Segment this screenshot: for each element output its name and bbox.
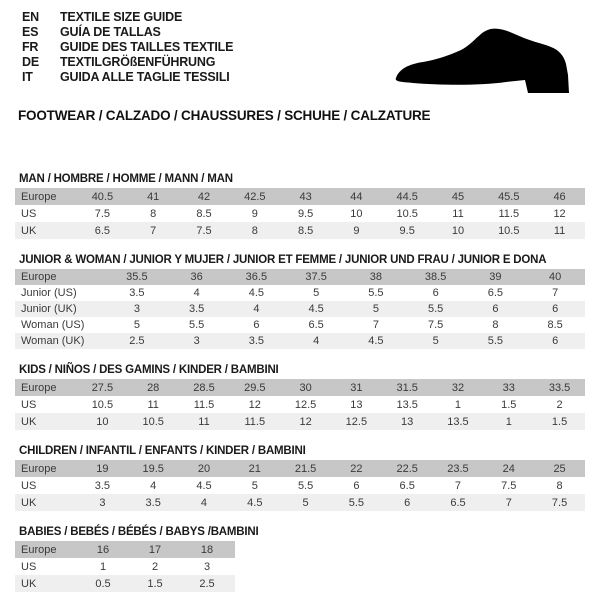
size-cell: 5.5: [348, 496, 365, 509]
size-cell: 11: [553, 224, 566, 237]
row-label: Europe: [21, 271, 57, 283]
language-row: [22, 40, 233, 55]
table-row: [15, 317, 585, 333]
row-label: UK: [21, 224, 37, 237]
size-cell: 11.5: [498, 207, 520, 220]
language-code: IT: [22, 70, 33, 84]
size-cell: 6.5: [450, 496, 466, 509]
row-label: Europe: [21, 543, 57, 556]
size-cell: 5.5: [427, 303, 444, 315]
size-cell: 10: [451, 224, 465, 237]
row-label: UK: [21, 496, 37, 509]
size-tables: [15, 173, 585, 607]
size-cell: 3.5: [248, 335, 265, 347]
size-cell: 13.5: [396, 398, 418, 411]
size-cell: 28.5: [193, 381, 215, 394]
size-cell: 41: [147, 190, 160, 203]
row-label: Junior (US): [21, 287, 77, 299]
size-cell: 25: [553, 462, 566, 475]
language-label: TEXTILE SIZE GUIDE: [60, 10, 183, 24]
size-cell: 13: [350, 398, 363, 411]
size-cell: 5: [313, 287, 320, 299]
size-cell: 29.5: [244, 381, 266, 394]
size-cell: 32: [451, 381, 465, 394]
size-cell: 38: [369, 271, 382, 283]
language-code: EN: [22, 10, 39, 24]
size-cell: 37.5: [305, 271, 327, 283]
size-cell: 7.5: [501, 479, 517, 492]
size-cell: 13: [401, 415, 414, 428]
table-row: [15, 188, 585, 205]
size-cell: 8.5: [297, 224, 314, 237]
language-code: DE: [22, 55, 39, 69]
size-cell: 8: [492, 319, 499, 331]
table-row: [15, 379, 585, 396]
size-cell: 6: [552, 303, 559, 315]
language-label: GUIDA ALLE TAGLIE TESSILI: [60, 70, 230, 84]
size-cell: 3.5: [129, 287, 145, 299]
table-row: [15, 301, 585, 317]
size-cell: 5.5: [368, 287, 384, 299]
size-cell: 6.5: [94, 224, 111, 237]
size-cell: 1: [505, 415, 512, 428]
table-row: [15, 541, 235, 558]
size-cell: 3: [99, 496, 106, 509]
size-cell: 33: [502, 381, 515, 394]
table-row: [15, 333, 585, 349]
row-label: US: [21, 560, 37, 573]
size-cell: 43: [299, 190, 312, 203]
size-cell: 45.5: [498, 190, 520, 203]
size-cell: 10.5: [396, 207, 418, 220]
size-cell: 22.5: [396, 462, 418, 475]
size-cell: 6: [432, 287, 439, 299]
row-label: Europe: [21, 381, 57, 394]
size-cell: 4: [253, 303, 260, 315]
size-cell: 20: [197, 462, 211, 475]
size-cell: 10.5: [498, 224, 520, 237]
size-cell: 2.5: [199, 577, 215, 590]
size-cell: 7: [505, 496, 512, 509]
size-cell: 6: [552, 335, 559, 347]
size-cell: 28: [147, 381, 160, 394]
size-cell: 45: [451, 190, 465, 203]
language-code: ES: [22, 25, 39, 39]
table-row: [15, 413, 585, 430]
size-cell: 18: [200, 543, 214, 556]
row-label: Woman (US): [21, 319, 85, 331]
size-cell: 4: [150, 479, 157, 492]
size-cell: 12: [248, 398, 261, 411]
size-cell: 17: [148, 543, 162, 556]
size-cell: 31: [350, 381, 363, 394]
size-cell: 8: [556, 479, 563, 492]
language-label: GUIDE DES TAILLES TEXTILE: [60, 40, 234, 54]
table-row: [15, 477, 585, 494]
size-cell: 5.5: [188, 319, 205, 331]
size-cell: 7.5: [94, 207, 111, 220]
size-cell: 36.5: [245, 271, 268, 283]
size-cell: 42: [197, 190, 211, 203]
size-cell: 1: [454, 398, 462, 411]
size-cell: 7: [372, 319, 379, 331]
size-cell: 3.5: [145, 496, 161, 509]
size-cell: 11: [147, 398, 159, 411]
size-cell: 3: [133, 303, 140, 315]
size-cell: 7.5: [551, 496, 568, 509]
language-row: [22, 10, 233, 25]
row-label: US: [21, 398, 37, 411]
size-cell: 4.5: [368, 335, 384, 347]
size-cell: 11.5: [244, 415, 266, 428]
language-row: [22, 70, 233, 85]
size-cell: 9.5: [399, 224, 415, 237]
language-row: [22, 55, 233, 70]
size-cell: 1.5: [501, 398, 517, 411]
table-row: [15, 269, 585, 285]
size-cell: 40.5: [91, 190, 114, 203]
size-cell: 13.5: [447, 415, 469, 428]
size-cell: 6.5: [399, 479, 415, 492]
size-cell: 19: [96, 462, 109, 475]
table-title: MAN / HOMBRE / HOMME / MANN / MAN: [19, 173, 233, 185]
size-cell: 3: [193, 335, 200, 347]
size-cell: 5: [133, 319, 140, 331]
row-label: UK: [21, 415, 37, 428]
size-cell: 6: [253, 319, 260, 331]
size-cell: 9: [251, 207, 258, 220]
size-cell: 7: [552, 287, 559, 299]
size-cell: 5.5: [297, 479, 314, 492]
size-cell: 21: [248, 462, 261, 475]
size-cell: 6.5: [308, 319, 324, 331]
size-cell: 4.5: [248, 287, 265, 299]
size-cell: 7: [454, 479, 462, 492]
size-cell: 7.5: [196, 224, 212, 237]
table-title: KIDS / NIÑOS / DES GAMINS / KINDER / BAMBINI: [19, 364, 279, 376]
size-table-section: [15, 173, 585, 239]
size-cell: 5.5: [487, 335, 504, 347]
table-row: [15, 396, 585, 413]
table-row: [15, 575, 235, 592]
row-label: US: [21, 207, 37, 220]
size-cell: 11: [452, 207, 464, 220]
size-cell: 6: [492, 303, 499, 315]
size-cell: 39: [489, 271, 502, 283]
table-row: [15, 460, 585, 477]
language-row: [22, 25, 233, 40]
size-cell: 4.5: [308, 303, 324, 315]
row-label: Woman (UK): [21, 335, 85, 347]
language-code: FR: [22, 40, 39, 54]
size-cell: 4.5: [196, 479, 212, 492]
table-row: [15, 222, 585, 239]
size-cell: 2: [556, 398, 563, 411]
size-cell: 1.5: [147, 577, 163, 590]
table-row: [15, 494, 585, 511]
size-cell: 1.5: [551, 415, 568, 428]
size-cell: 8: [150, 207, 157, 220]
size-cell: 44: [350, 190, 363, 203]
size-cell: 8: [251, 224, 258, 237]
row-label: Europe: [21, 190, 57, 203]
size-cell: 16: [96, 543, 110, 556]
language-label: GUÍA DE TALLAS: [60, 25, 161, 39]
size-cell: 5: [302, 496, 309, 509]
size-cell: 2.5: [129, 335, 145, 347]
size-cell: 9: [353, 224, 360, 237]
size-table-section: [15, 254, 585, 349]
size-cell: 4: [200, 496, 208, 509]
size-cell: 5: [251, 479, 258, 492]
table-title: CHILDREN / INFANTIL / ENFANTS / KINDER / BAMBINI: [19, 445, 306, 457]
size-cell: 23.5: [447, 462, 469, 475]
size-cell: 36: [190, 271, 203, 283]
size-table-section: [15, 526, 585, 592]
size-cell: 7.5: [427, 319, 444, 331]
row-label: UK: [21, 577, 37, 590]
size-cell: 44.5: [396, 190, 418, 203]
size-cell: 10.5: [91, 398, 114, 411]
size-cell: 27.5: [91, 381, 114, 394]
table-title: JUNIOR & WOMAN / JUNIOR Y MUJER / JUNIOR ET FEMME / JUNIOR UND FRAU / JUNIOR E DONA: [19, 254, 547, 266]
size-cell: 1: [99, 560, 107, 573]
language-label: TEXTILGRÖßENFÜHRUNG: [60, 55, 216, 69]
size-cell: 7: [150, 224, 157, 237]
size-cell: 33.5: [548, 381, 571, 394]
row-label: Europe: [21, 462, 57, 475]
size-cell: 6: [404, 496, 411, 509]
size-cell: 31.5: [396, 381, 418, 394]
size-cell: 21.5: [294, 462, 317, 475]
size-cell: 46: [553, 190, 566, 203]
size-cell: 6: [353, 479, 360, 492]
size-cell: 35.5: [126, 271, 148, 283]
size-cell: 4: [193, 287, 200, 299]
size-cell: 38.5: [424, 271, 447, 283]
size-cell: 10.5: [142, 415, 164, 428]
table-row: [15, 285, 585, 301]
size-cell: 11.5: [193, 398, 215, 411]
size-cell: 8.5: [196, 207, 212, 220]
category-title: FOOTWEAR / CALZADO / CHAUSSURES / SCHUHE / CALZATURE: [18, 108, 431, 123]
size-cell: 30: [299, 381, 312, 394]
language-header: [22, 10, 233, 85]
size-cell: 3.5: [188, 303, 205, 315]
size-cell: 3: [203, 560, 211, 573]
size-cell: 19.5: [142, 462, 164, 475]
size-cell: 22: [350, 462, 363, 475]
size-cell: 0.5: [95, 577, 111, 590]
size-cell: 12: [553, 207, 566, 220]
size-cell: 5: [432, 335, 439, 347]
size-cell: 10: [96, 415, 109, 428]
size-cell: 6.5: [487, 287, 504, 299]
size-cell: 3.5: [94, 479, 111, 492]
size-cell: 42.5: [244, 190, 266, 203]
size-table-section: [15, 364, 585, 430]
row-label: Junior (UK): [21, 303, 77, 315]
size-cell: 12.5: [345, 415, 368, 428]
size-cell: 4.5: [247, 496, 263, 509]
size-cell: 9.5: [297, 207, 314, 220]
size-cell: 11: [198, 415, 210, 428]
size-cell: 12: [299, 415, 312, 428]
size-cell: 4: [313, 335, 320, 347]
row-label: US: [21, 479, 37, 492]
table-row: [15, 205, 585, 222]
table-title: BABIES / BEBÉS / BÉBÉS / BABYS /BAMBINI: [19, 526, 259, 538]
size-cell: 8.5: [547, 319, 563, 331]
table-row: [15, 558, 235, 575]
shoe-icon: [393, 22, 579, 100]
size-cell: 24: [502, 462, 515, 475]
size-cell: 2: [151, 560, 159, 573]
size-cell: 40: [549, 271, 562, 283]
size-cell: 12.5: [294, 398, 317, 411]
size-cell: 10: [350, 207, 363, 220]
size-cell: 5: [372, 303, 379, 315]
size-table-section: [15, 445, 585, 511]
